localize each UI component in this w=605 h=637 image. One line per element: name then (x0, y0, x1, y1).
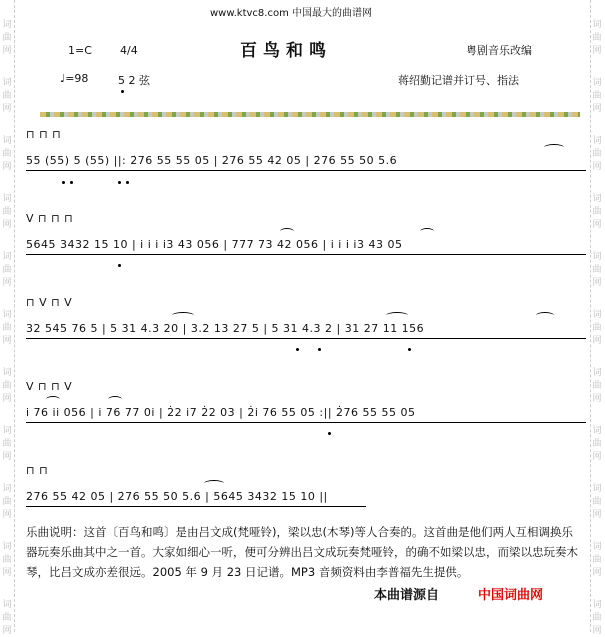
time-signature: 4/4 (120, 44, 138, 57)
watermark-char: 曲 (2, 323, 12, 333)
bowing-row-1: ⊓ ⊓ ⊓ (26, 128, 62, 141)
watermark-char: 曲 (2, 149, 12, 159)
score-title: 百鸟和鸣 (240, 41, 332, 61)
watermark-char: 网 (592, 46, 602, 56)
watermark-char: 曲 (592, 439, 602, 449)
tie-mark (172, 312, 194, 319)
watermark-char: 网 (592, 626, 602, 636)
watermark-char: 曲 (2, 555, 12, 565)
watermark-char: 曲 (592, 381, 602, 391)
watermark-char: 曲 (2, 613, 12, 623)
watermark-char: 曲 (2, 91, 12, 101)
watermark-char: 网 (592, 394, 602, 404)
watermark-char: 曲 (592, 555, 602, 565)
watermark-char: 曲 (592, 91, 602, 101)
watermark-char: 曲 (2, 497, 12, 507)
watermark-char: 网 (592, 336, 602, 346)
tie-mark (420, 228, 434, 235)
watermark-char: 词 (592, 78, 602, 88)
watermark-char: 曲 (2, 381, 12, 391)
beam-line (26, 506, 366, 507)
watermark-char: 网 (2, 394, 12, 404)
watermark-char: 网 (2, 278, 12, 288)
watermark-char: 词 (2, 194, 12, 204)
watermark-char: 曲 (592, 33, 602, 43)
watermark-char: 网 (592, 162, 602, 172)
source-site-link[interactable]: 中国词曲网 (478, 588, 544, 603)
decorative-border (40, 112, 580, 117)
watermark-char: 网 (2, 452, 12, 462)
watermark-char: 词 (592, 252, 602, 262)
watermark-char: 网 (592, 452, 602, 462)
watermark-char: 曲 (2, 33, 12, 43)
notation-credit: 蒋绍勤记谱并订号、指法 (398, 74, 519, 87)
watermark-char: 曲 (592, 207, 602, 217)
tie-mark (46, 396, 60, 403)
tuning-mark: 5 2 弦 (118, 74, 150, 87)
low-octave-dot (328, 432, 331, 435)
tie-mark (204, 480, 224, 487)
watermark-char: 曲 (592, 497, 602, 507)
watermark-char: 曲 (592, 149, 602, 159)
watermark-char: 词 (592, 368, 602, 378)
tie-mark (544, 144, 564, 151)
watermark-char: 曲 (592, 613, 602, 623)
watermark-char: 词 (592, 426, 602, 436)
beam-line (26, 170, 586, 171)
watermark-char: 词 (2, 310, 12, 320)
watermark-char: 网 (592, 220, 602, 230)
tie-mark (280, 228, 294, 235)
low-octave-dot (121, 90, 124, 93)
watermark-char: 曲 (592, 265, 602, 275)
music-description: 乐曲说明：这首〔百鸟和鸣〕是由吕文成(梵哑铃)，梁以忠(木琴)等人合奏的。这首曲是他们两人互相调换乐器玩奏乐曲其中之一首。大家如细心一听，便可分辨出吕文成玩奏梵哑铃，的确不如梁以忠，而梁以忠玩奏木琴，比吕文成亦差很远。2005 年 9 月 23 日记谱。MP3 音频资料由李普福先生提供。 (26, 525, 578, 579)
tie-mark (536, 312, 554, 319)
watermark-char: 词 (2, 542, 12, 552)
watermark-char: 网 (2, 220, 12, 230)
site-header[interactable]: www.ktvc8.com 中国最大的曲谱网 (210, 8, 373, 19)
watermark-char: 曲 (2, 207, 12, 217)
watermark-char: 网 (2, 568, 12, 578)
tempo-mark: ♩=98 (60, 72, 89, 85)
beam-line (26, 422, 586, 423)
watermark-char: 网 (2, 46, 12, 56)
watermark-char: 曲 (2, 265, 12, 275)
watermark-char: 词 (592, 194, 602, 204)
watermark-char: 网 (592, 568, 602, 578)
watermark-char: 词 (592, 600, 602, 610)
watermark-char: 网 (2, 104, 12, 114)
watermark-char: 词 (592, 136, 602, 146)
watermark-char: 词 (2, 20, 12, 30)
watermark-char: 曲 (2, 439, 12, 449)
watermark-char: 词 (2, 426, 12, 436)
watermark-char: 词 (592, 310, 602, 320)
watermark-char: 网 (592, 278, 602, 288)
watermark-char: 网 (2, 336, 12, 346)
key-signature: 1=C (68, 44, 92, 57)
watermark-char: 词 (2, 252, 12, 262)
notation-row-2: 5645 3432 15 10 | i i i i3 43 056 | 777 73 42 056 | i i i i3 43 05 (26, 238, 403, 251)
watermark-char: 词 (2, 136, 12, 146)
bowing-row-3: ⊓ V ⊓ V (26, 296, 73, 309)
low-octave-dot (318, 348, 321, 351)
watermark-char: 网 (592, 104, 602, 114)
low-octave-dot (408, 348, 411, 351)
low-octave-dot (126, 181, 129, 184)
low-octave-dot (62, 181, 65, 184)
watermark-char: 曲 (592, 323, 602, 333)
low-octave-dot (296, 348, 299, 351)
watermark-char: 词 (592, 542, 602, 552)
watermark-char: 词 (2, 484, 12, 494)
notation-row-3: 32 545 76 5 | 5 31 4.3 20 | 3.2 13 27 5 | 5 31 4.3 2 | 31 27 11 156 (26, 322, 425, 335)
watermark-char: 词 (2, 368, 12, 378)
watermark-char: 网 (592, 510, 602, 520)
watermark-char: 网 (2, 626, 12, 636)
bowing-row-5: ⊓ ⊓ (26, 464, 49, 477)
tie-mark (108, 396, 122, 403)
tie-mark (386, 312, 408, 319)
notation-row-4: i 76 ii 056 | i 76 77 0i | 2̇2 i7 2̇2 03 | 2̇i 76 55 05 :|| 2̇76 55 55 05 (26, 406, 416, 419)
bowing-row-2: V ⊓ ⊓ ⊓ (26, 212, 74, 225)
watermark-char: 网 (2, 510, 12, 520)
watermark-char: 词 (2, 600, 12, 610)
source-label: 本曲谱源自 (374, 588, 440, 603)
watermark-char: 词 (2, 78, 12, 88)
low-octave-dot (118, 181, 121, 184)
watermark-char: 词 (592, 484, 602, 494)
low-octave-dot (118, 264, 121, 267)
notation-row-1: 55 (55) 5 (55) ||: 2̇76 55 55 05 | 2̇76 55 42 05 | 2̇76 55 50 5.6 (26, 154, 398, 167)
watermark-char: 词 (592, 20, 602, 30)
notation-row-5: 2̇76 55 42 05 | 2̇76 55 50 5.6 | 5645 3432 15 10 || (26, 490, 328, 503)
watermark-char: 网 (2, 162, 12, 172)
bowing-row-4: V ⊓ ⊓ V (26, 380, 73, 393)
beam-line (26, 338, 586, 339)
beam-line (26, 254, 586, 255)
arranger-credit: 粤剧音乐改编 (466, 44, 532, 57)
low-octave-dot (70, 181, 73, 184)
